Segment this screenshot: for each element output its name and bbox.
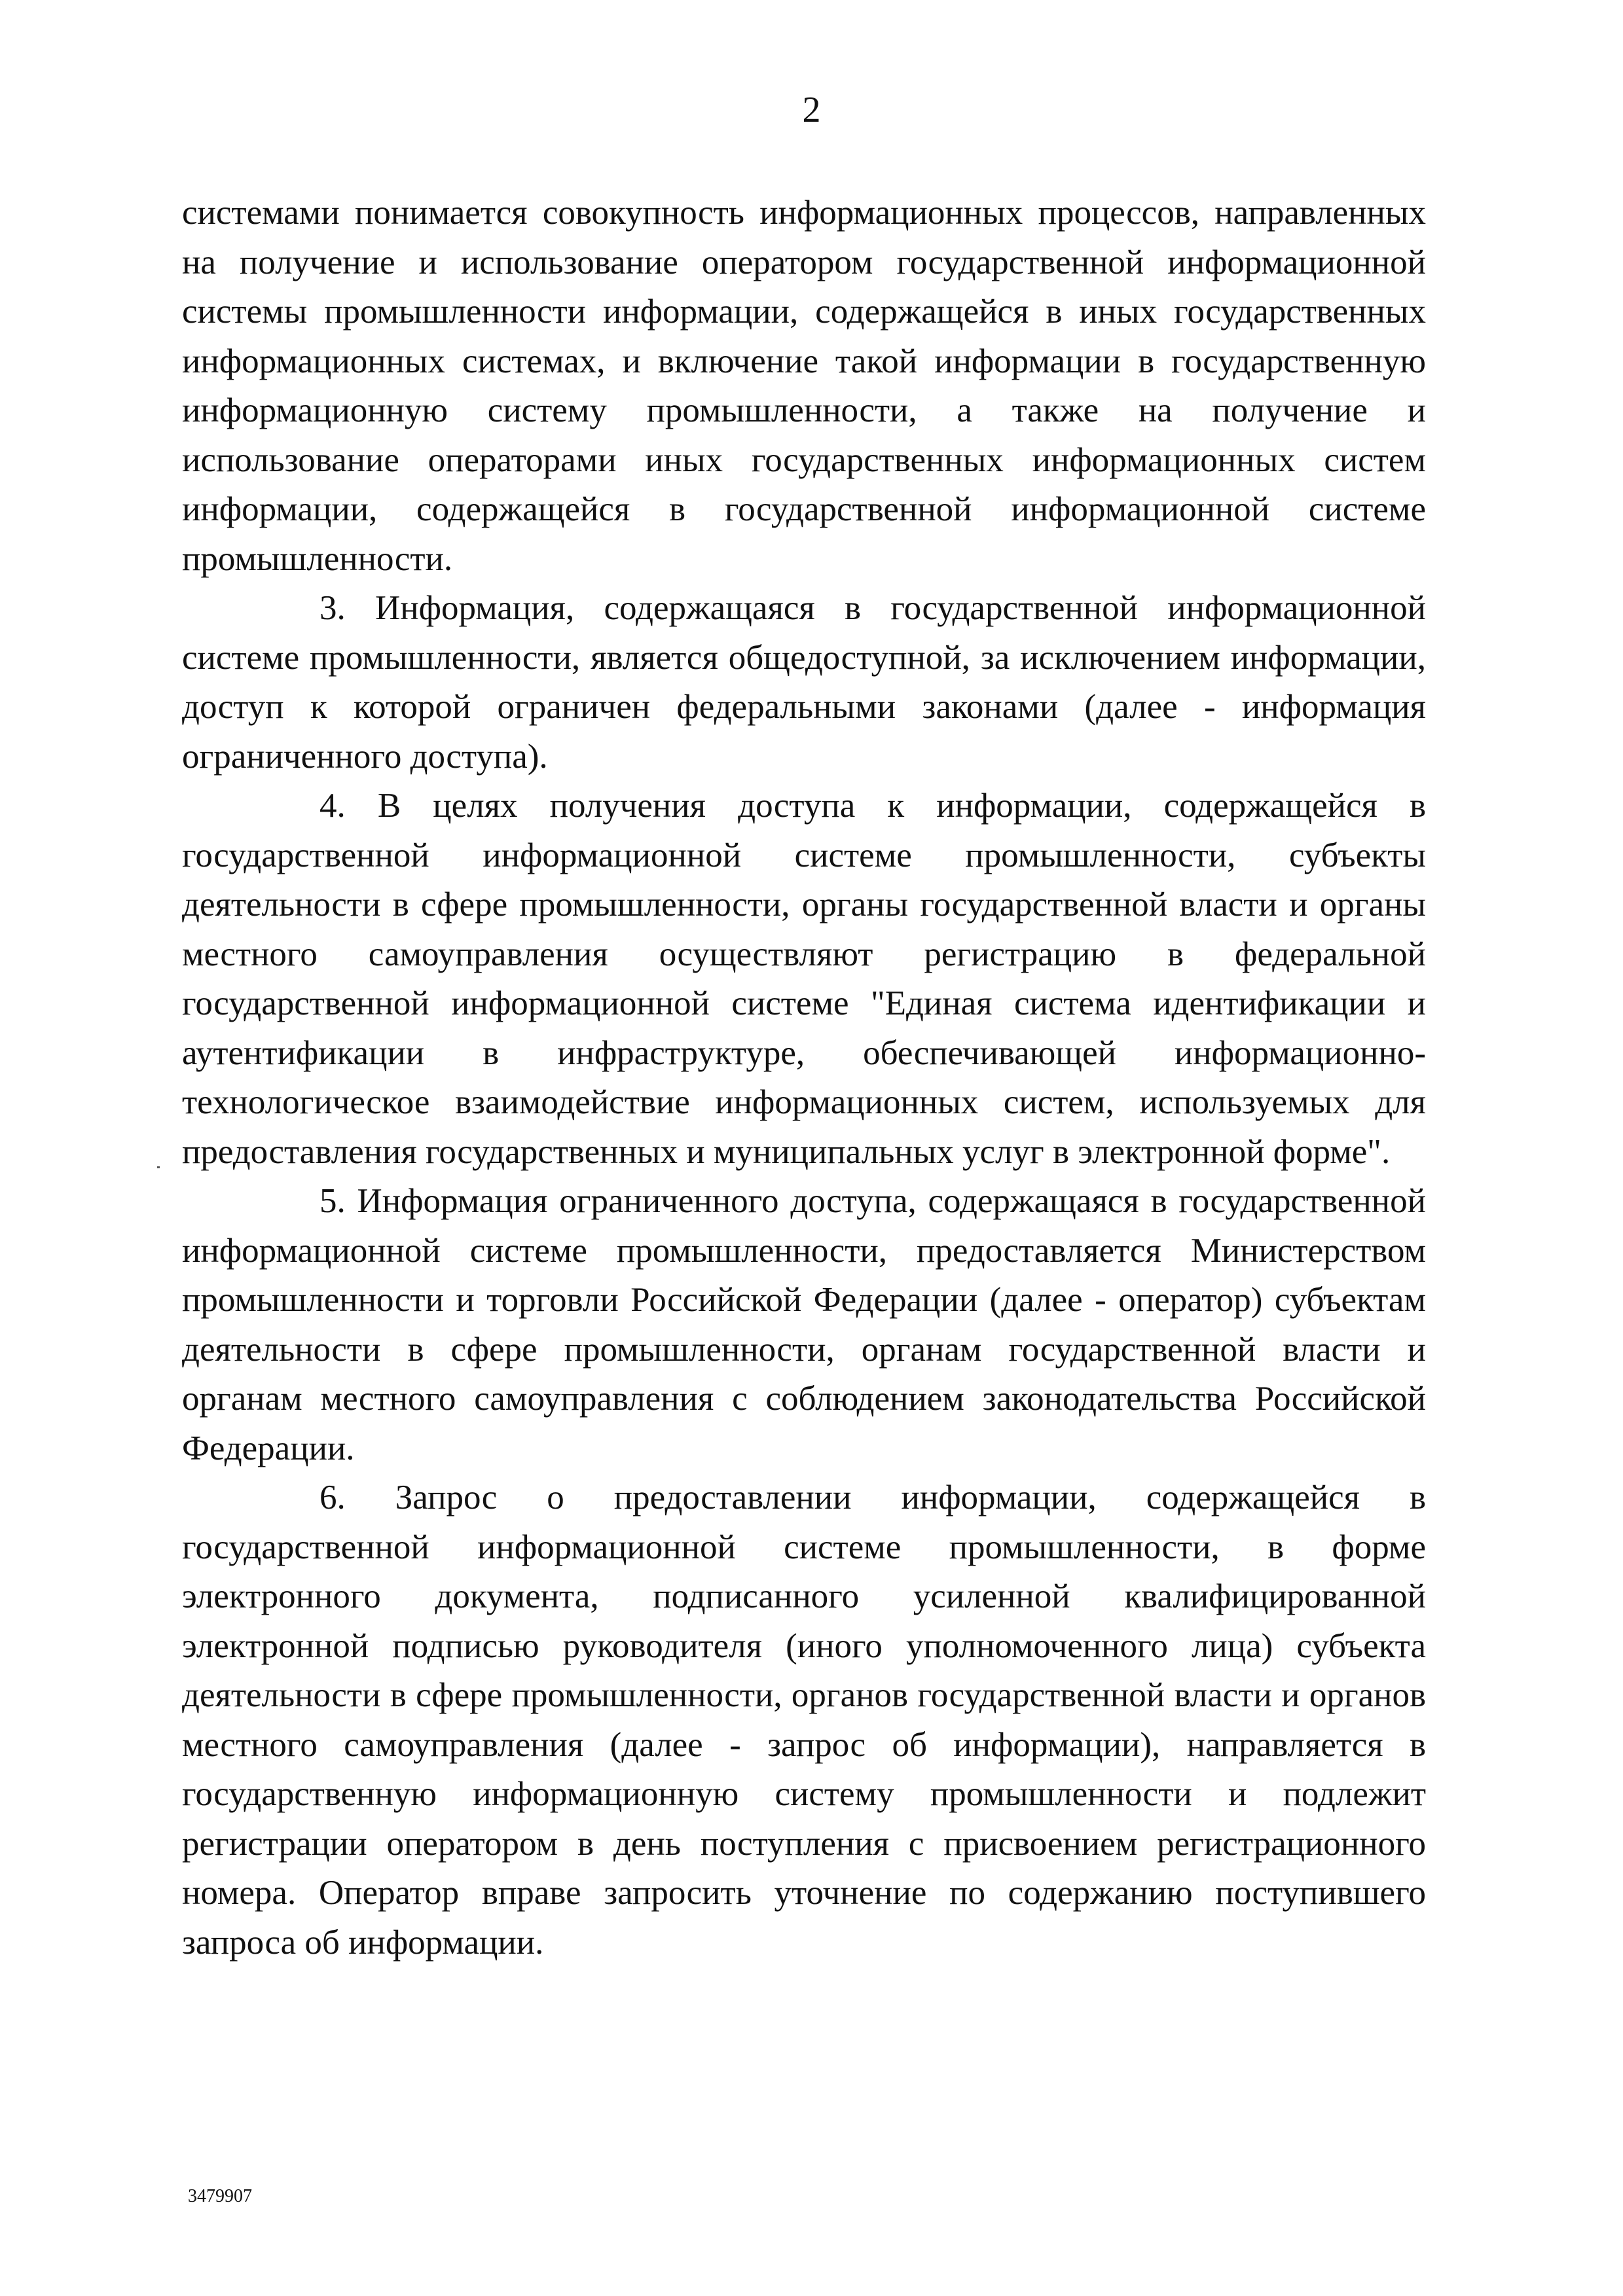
document-code: 3479907 — [188, 2186, 252, 2206]
paragraph-item-4: 4. В целях получения доступа к информации, содержащейся в государственной информационной системе промышленности, субъекты деятельности в сфере промышленности, органы государственной власти и органы местного самоуправления осуществляют регистрацию в федеральной государственной информационной системе "Единая система идентификации и аутентификации в инфраструктуре, обеспечивающей информационно-технологическое взаимодействие информационных систем, используемых для предоставления государственных и муниципальных услуг в электронной форме". — [182, 787, 1426, 1171]
paragraph-item-3: 3. Информация, содержащаяся в государственной информационной системе промышленности, является общедоступной, за исключением информации, доступ к которой ограничен федеральными законами (далее - информация ограниченного доступа). — [182, 589, 1426, 776]
paragraph-continuation: системами понимается совокупность информационных процессов, направленных на получение и использование оператором государственной информационной системы промышленности информации, содержащейся в иных государственных информационных системах, и включение такой информации в государственную информационную систему промышленности, а также на получение и использование операторами иных государственных информационных систем информации, содержащейся в государственной информационной системе промышленности. — [182, 194, 1426, 578]
page-number: 2 — [802, 90, 821, 130]
paragraph-item-5: 5. Информация ограниченного доступа, содержащаяся в государственной информационной системе промышленности, предоставляется Министерством промышленности и торговли Российской Федерации (далее - оператор) субъектам деятельности в сфере промышленности, органам государственной власти и органам местного самоуправления с соблюдением законодательства Российской Федерации. — [182, 1182, 1426, 1467]
paragraph-item-6: 6. Запрос о предоставлении информации, содержащейся в государственной информационной системе промышленности, в форме электронного документа, подписанного усиленной квалифицированной электронной подписью руководителя (иного уполномоченного лица) субъекта деятельности в сфере промышленности, органов государственной власти и органов местного самоуправления (далее - запрос об информации), направляется в государственную информационную систему промышленности и подлежит регистрации оператором в день поступления с присвоением регистрационного номера. Оператор вправе запросить уточнение по содержанию поступившего запроса об информации. — [182, 1479, 1426, 1962]
document-body — [182, 188, 1426, 1967]
scan-artifact — [157, 1166, 160, 1168]
